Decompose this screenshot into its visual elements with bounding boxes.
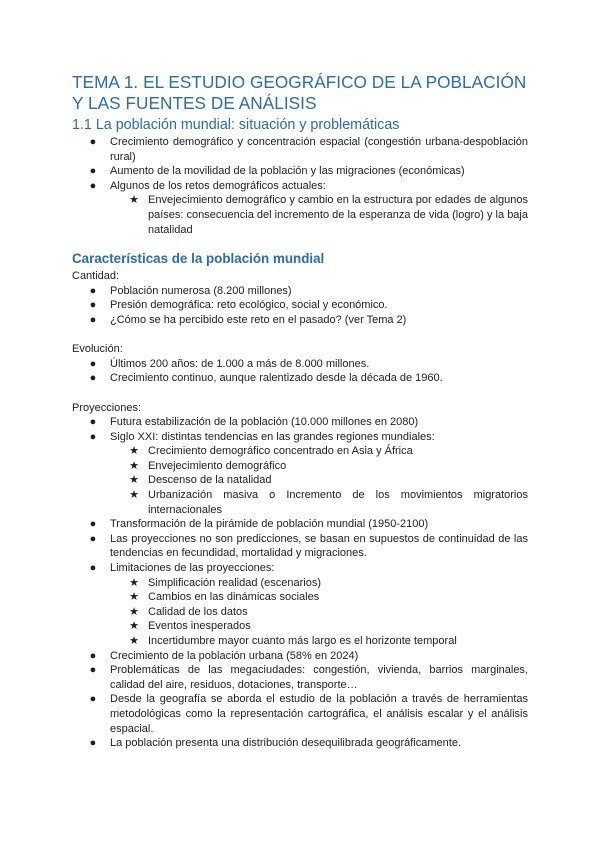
list-item: ● Población numerosa (8.200 millones) <box>89 284 292 297</box>
bullet-icon: ● <box>89 562 97 575</box>
list-item: ● Siglo XXI: distintas tendencias en las grandes regiones mundiales: ★ Crecimiento demográfico concentrado en Asia y África ★ Envejecimiento demográfico ★ Descenso de la natalidad ★ Urbanización masiva o Incremento de los movimientos migratorios internacionales <box>72 430 528 518</box>
evolucion-label: Evolución: <box>72 343 123 356</box>
star-icon: ★ <box>129 605 139 618</box>
evolucion-list <box>72 357 528 386</box>
sub-list-item: ★ Envejecimiento demográfico <box>129 459 287 472</box>
sub-list <box>110 193 528 237</box>
bullet-icon: ● <box>89 357 97 370</box>
list-item: ● Limitaciones de las proyecciones: ★ Simplificación realidad (escenarios) ★ Cambios en las dinámicas sociales ★ Calidad de los datos ★ Eventos inesperados ★ Incertidumbre mayor cuanto más largo es el horizonte temporal <box>72 561 528 649</box>
bullet-icon: ● <box>89 518 97 531</box>
list-item: ● Algunos de los retos demográficos actuales: ★ Envejecimiento demográfico y cambio en la estructura por edades de algunos países: consecuencia del incremento de la esperanza de vida (logro) y la baja natalidad <box>72 179 528 237</box>
star-icon: ★ <box>129 459 139 472</box>
section-subtitle: 1.1 La población mundial: situación y problemáticas <box>72 117 400 133</box>
list-item: ● Crecimiento de la población urbana (58% en 2024) <box>89 649 359 662</box>
list-item: ● Las proyecciones no son predicciones, se basan en supuestos de continuidad de las tendencias en fecundidad, mortalidad y migraciones. <box>89 532 528 560</box>
list-item: ● Desde la geografía se aborda el estudio de la población a través de herramientas metodológicas como la representación cartográfica, el análisis escalar y el análisis espacial. <box>89 693 528 735</box>
sub-list-item: ★ Cambios en las dinámicas sociales <box>129 591 320 604</box>
bullet-icon: ● <box>89 664 97 677</box>
sub-list-item: ★ Urbanización masiva o Incremento de los movimientos migratorios internacionales <box>129 489 528 516</box>
cantidad-label: Cantidad: <box>72 270 120 283</box>
list-item: ● Problemáticas de las megaciudades: congestión, vivienda, barrios marginales, calidad del aire, residuos, dotaciones, transporte… <box>89 664 528 691</box>
star-icon: ★ <box>129 489 139 502</box>
star-icon: ★ <box>129 445 139 458</box>
sub-list-item: ★ Incertidumbre mayor cuanto más largo es el horizonte temporal <box>129 635 457 647</box>
list-item: ● Aumento de la movilidad de la población y las migraciones (económicas) <box>89 165 465 178</box>
sub-list-item: ★ Calidad de los datos <box>129 605 248 618</box>
proyecciones-label: Proyecciones: <box>72 401 142 414</box>
page-title: TEMA 1. EL ESTUDIO GEOGRÁFICO DE LA POBLACIÓN Y LAS FUENTES DE ANÁLISIS <box>72 72 527 113</box>
bullet-icon: ● <box>89 416 97 429</box>
sub-list-item: ★ Crecimiento demográfico concentrado en Asia y África <box>129 445 413 458</box>
sub-list <box>110 444 528 517</box>
sub-list-item: ★ Descenso de la natalidad <box>129 474 272 487</box>
star-icon: ★ <box>129 620 139 633</box>
sub-list-item: ★ Eventos inesperados <box>129 620 251 633</box>
star-icon: ★ <box>129 474 139 487</box>
bullet-icon: ● <box>89 136 97 148</box>
star-icon: ★ <box>129 576 139 589</box>
cantidad-list <box>72 284 528 328</box>
bullet-icon: ● <box>89 299 97 312</box>
section-heading: Características de la población mundial <box>72 251 325 267</box>
bullet-icon: ● <box>89 284 97 297</box>
bullet-icon: ● <box>89 737 97 750</box>
bullet-icon: ● <box>89 649 97 662</box>
list-item: ● Crecimiento continuo, aunque ralentizado desde la década de 1960. <box>89 372 443 385</box>
list-item: ● ¿Cómo se ha percibido este reto en el pasado? (ver Tema 2) <box>89 313 407 326</box>
star-icon: ★ <box>129 591 139 604</box>
bullet-icon: ● <box>89 179 97 192</box>
sub-list-item: ★ Envejecimiento demográfico y cambio en la estructura por edades de algunos países: consecuencia del incremento de la esperanza de vida (logro) y la baja natalidad <box>129 194 528 236</box>
bullet-icon: ● <box>89 430 97 443</box>
list-item: ● Crecimiento demográfico y concentración espacial (congestión urbana-despoblación rural) <box>89 136 528 163</box>
sub-list <box>110 576 528 649</box>
bullet-icon: ● <box>89 532 97 545</box>
bullet-icon: ● <box>89 313 97 326</box>
bullet-icon: ● <box>89 372 97 385</box>
star-icon: ★ <box>129 194 139 207</box>
list-item: ● Transformación de la pirámide de población mundial (1950-2100) <box>89 518 429 531</box>
bullet-icon: ● <box>89 165 97 178</box>
bullet-icon: ● <box>89 693 97 706</box>
list-item: ● Últimos 200 años: de 1.000 a más de 8.000 millones. <box>89 357 370 370</box>
intro-list <box>72 135 528 237</box>
list-item: ● Presión demográfica: reto ecológico, social y económico. <box>89 299 388 312</box>
list-item: ● La población presenta una distribución desequilibrada geográficamente. <box>89 737 462 750</box>
star-icon: ★ <box>129 635 139 647</box>
list-item: ● Futura estabilización de la población (10.000 millones en 2080) <box>89 416 419 429</box>
sub-list-item: ★ Simplificación realidad (escenarios) <box>129 576 322 589</box>
proyecciones-list <box>72 415 528 751</box>
